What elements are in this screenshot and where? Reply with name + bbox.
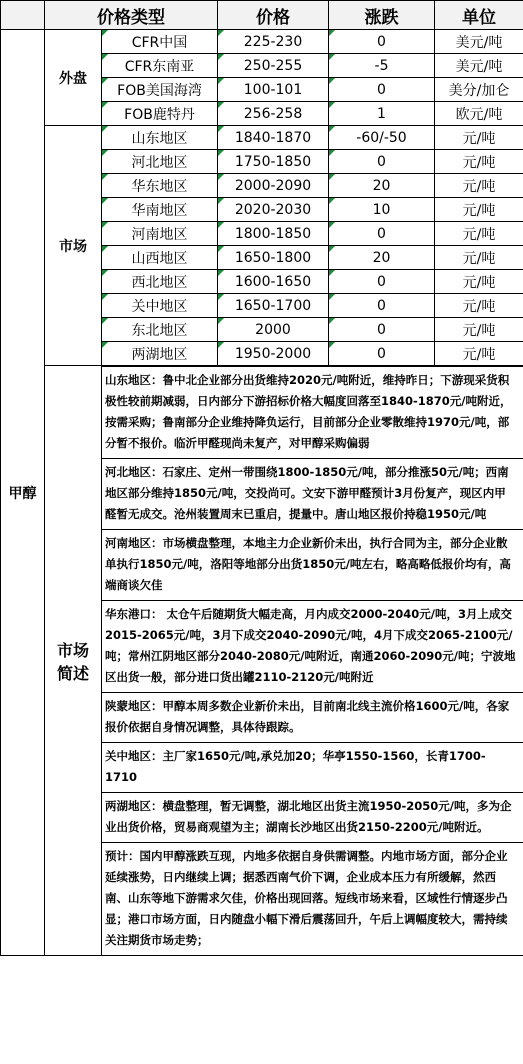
- unit-cell: 元/吨: [435, 342, 523, 366]
- note-guanzhong: 关中地区：主厂家1650元/吨,承兑加20；华亭1550-1560，长青1700-1710: [102, 743, 523, 793]
- price-cell: 1800-1850: [218, 222, 329, 246]
- header-unit: 单位: [435, 1, 523, 30]
- price-cell: 2020-2030: [218, 198, 329, 222]
- note-hebei: 河北地区：石家庄、定州一带围绕1800-1850元/吨，部分推涨50元/吨；西南地区部分维持1850元/吨，交投尚可。文安下游甲醛预计3月份复产，现区内甲醛暂无成交。沧州装置周末已重启，提量中。唐山地区报价持稳1950元/吨: [102, 459, 523, 530]
- change-cell: 0: [329, 30, 435, 54]
- table-row: [1, 126, 523, 150]
- change-cell: 0: [329, 318, 435, 342]
- region-cell: FOB美国海湾: [102, 78, 218, 102]
- change-cell: -60/-50: [329, 126, 435, 150]
- price-cell: 1650-1800: [218, 246, 329, 270]
- group-market: 市场: [45, 126, 102, 366]
- header-change: 涨跌: [329, 1, 435, 30]
- change-cell: 1: [329, 102, 435, 126]
- note-lianghu: 两湖地区：横盘整理，暂无调整，湖北地区出货主流1950-2050元/吨，多为企业出货价格，贸易商观望为主；湖南长沙地区出货2150-2200元/吨附近。: [102, 793, 523, 843]
- price-cell: 1600-1650: [218, 270, 329, 294]
- price-cell: 1750-1850: [218, 150, 329, 174]
- unit-cell: 元/吨: [435, 150, 523, 174]
- group-external: 外盘: [45, 30, 102, 126]
- region-cell: CFR中国: [102, 30, 218, 54]
- price-cell: 2000: [218, 318, 329, 342]
- region-cell: 山西地区: [102, 246, 218, 270]
- region-cell: 两湖地区: [102, 342, 218, 366]
- unit-cell: 元/吨: [435, 270, 523, 294]
- price-cell: 250-255: [218, 54, 329, 78]
- header-blank: [1, 1, 45, 30]
- price-cell: 100-101: [218, 78, 329, 102]
- header-row: [1, 1, 523, 30]
- unit-cell: 美元/吨: [435, 54, 523, 78]
- change-cell: 0: [329, 150, 435, 174]
- change-cell: 0: [329, 222, 435, 246]
- region-cell: 河南地区: [102, 222, 218, 246]
- note-henan: 河南地区：市场横盘整理，本地主力企业新价未出，执行合同为主，部分企业散单执行1850元/吨，洛阳等地部分出货1850元/吨左右，略高略低报价均有，高端商谈欠佳: [102, 530, 523, 601]
- unit-cell: 元/吨: [435, 174, 523, 198]
- region-cell: 关中地区: [102, 294, 218, 318]
- unit-cell: 元/吨: [435, 318, 523, 342]
- change-cell: 0: [329, 342, 435, 366]
- note-shaanxi-mongolia: 陕蒙地区：甲醇本周多数企业新价未出，目前南北线主流价格1600元/吨，各家报价依据自身情况调整，具体待跟踪。: [102, 693, 523, 743]
- product-cell: 甲醇: [1, 30, 45, 956]
- region-cell: 山东地区: [102, 126, 218, 150]
- price-cell: 2000-2090: [218, 174, 329, 198]
- region-cell: 河北地区: [102, 150, 218, 174]
- region-cell: 西北地区: [102, 270, 218, 294]
- unit-cell: 欧元/吨: [435, 102, 523, 126]
- change-cell: -5: [329, 54, 435, 78]
- region-cell: 华南地区: [102, 198, 218, 222]
- change-cell: 20: [329, 246, 435, 270]
- price-cell: 256-258: [218, 102, 329, 126]
- price-cell: 225-230: [218, 30, 329, 54]
- note-forecast: 预计：国内甲醇涨跌互现，内地多依据自身供需调整。内地市场方面，部分企业延续涨势，日内继续上调；据悉西南气价下调，企业成本压力有所缓解，然西南、山东等地下游需求欠佳，价格出现回落。短线市场来看，区域性行情逐步凸显；港口市场方面，日内随盘小幅下滑后震荡回升，午后上调幅度较大，需持续关注期货市场走势；: [105, 849, 508, 947]
- change-cell: 0: [329, 270, 435, 294]
- change-cell: 0: [329, 78, 435, 102]
- unit-cell: 元/吨: [435, 246, 523, 270]
- price-cell: 1950-2000: [218, 342, 329, 366]
- region-cell: CFR东南亚: [102, 54, 218, 78]
- region-cell: FOB鹿特丹: [102, 102, 218, 126]
- unit-cell: 美分/加仑: [435, 78, 523, 102]
- region-cell: 华东地区: [102, 174, 218, 198]
- change-cell: 0: [329, 294, 435, 318]
- change-cell: 20: [329, 174, 435, 198]
- unit-cell: 美元/吨: [435, 30, 523, 54]
- unit-cell: 元/吨: [435, 222, 523, 246]
- region-cell: 东北地区: [102, 318, 218, 342]
- table-row: [1, 30, 523, 54]
- group-summary: [45, 366, 102, 956]
- price-cell: 1650-1700: [218, 294, 329, 318]
- header-price-type: 价格类型: [45, 1, 218, 30]
- unit-cell: 元/吨: [435, 198, 523, 222]
- price-cell: 1840-1870: [218, 126, 329, 150]
- note-east-china-port: 华东港口： 太仓午后随期货大幅走高，月内成交2000-2040元/吨，3月上成交2015-2065元/吨，3月下成交2040-2090元/吨，4月下成交2065-2100元/吨；常州江阴地区部分2040-2080元/吨附近，南通2060-2090元/吨；宁波地区出货一般，部分进口货出罐2110-2120元/吨附近: [102, 601, 523, 693]
- summary-label-line-2: 简述: [56, 663, 89, 683]
- notes-cell: [102, 367, 523, 956]
- unit-cell: 元/吨: [435, 126, 523, 150]
- note-shandong: 山东地区：鲁中北企业部分出货维持2020元/吨附近，维持昨日；下游现采货积极性较前期减弱，日内部分下游招标价格大幅度回落至1840-1870元/吨附近，按需采购；鲁南部分企业维持降负运行，目前部分企业零散维持1970元/吨，部分暂不报价。临沂甲醛现尚未复产，对甲醇采购偏弱: [102, 367, 523, 459]
- change-cell: 10: [329, 198, 435, 222]
- unit-cell: 元/吨: [435, 294, 523, 318]
- header-price: 价格: [218, 1, 329, 30]
- summary-label-line-1: 市场: [56, 640, 89, 660]
